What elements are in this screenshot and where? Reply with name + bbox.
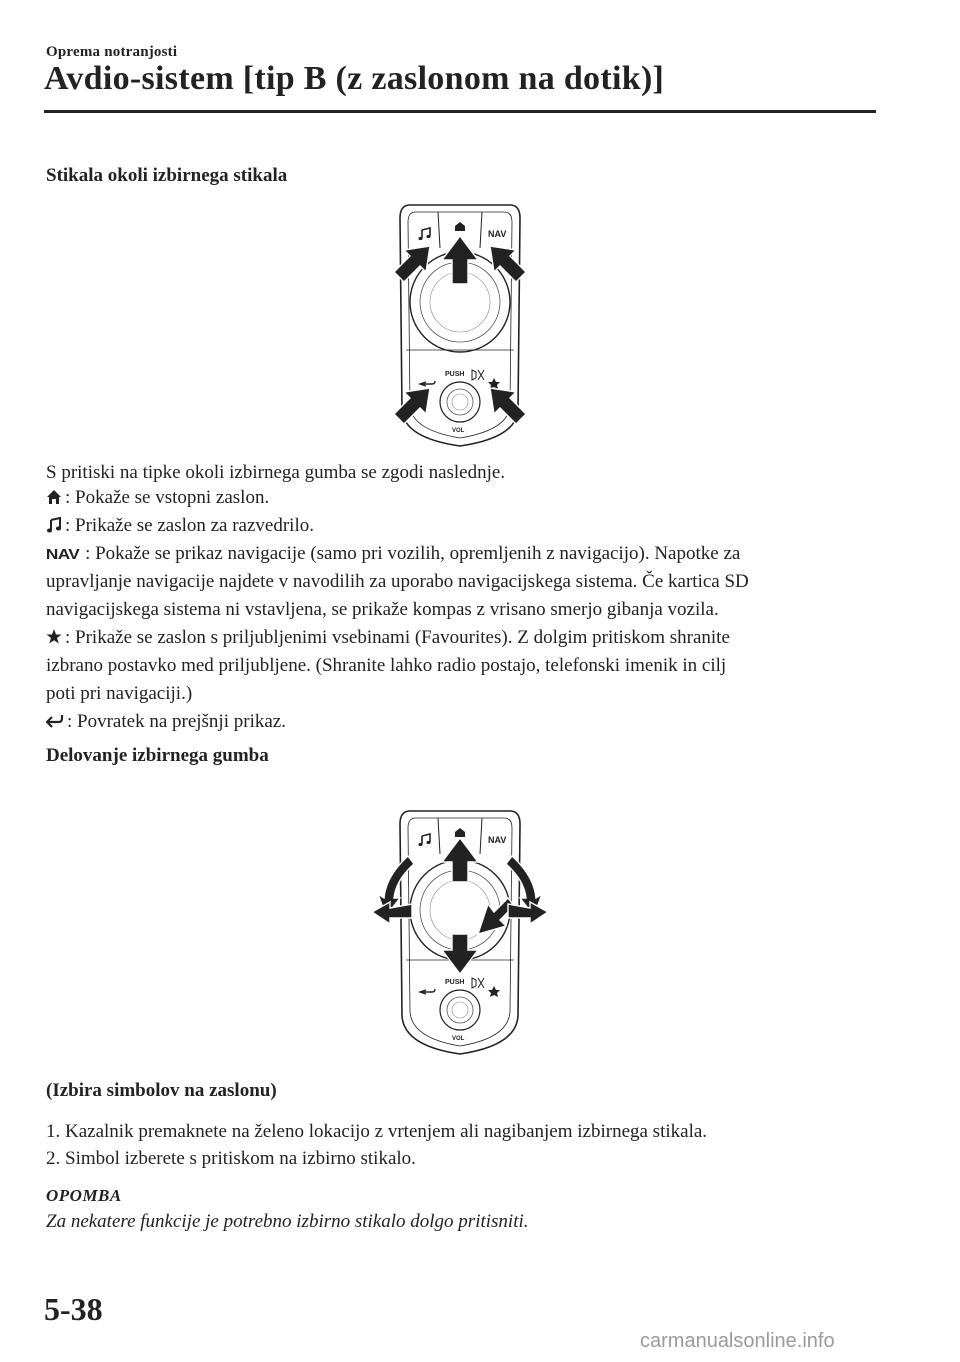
back-arrow-icon xyxy=(46,712,64,730)
legend-item-nav-line3: navigacijskega sistema ni vstavljena, se prikaže kompas z vrisano smerjo gibanja vozila. xyxy=(46,599,719,620)
step-1: 1. Kazalnik premaknete na želeno lokacijo z vrtenjem ali nagibanjem izbirnega stikala. xyxy=(46,1121,708,1142)
commander-switch-figure-operation xyxy=(368,806,552,1060)
legend-item-back: : Povratek na prejšnji prikaz. xyxy=(46,711,286,733)
section-heading-knob: Delovanje izbirnega gumba xyxy=(46,745,269,766)
legend-item-nav: NAV : Pokaže se prikaz navigacije (samo pri vozilih, opremljenih z navigacijo). Napotke za xyxy=(45,543,741,564)
music-note-icon xyxy=(46,516,62,534)
legend-item-nav-line2: upravljanje navigacije najdete v navodilih za uporabo navigacijskega sistema. Če kartica SD xyxy=(46,571,749,592)
vol-label: VOL xyxy=(452,1036,465,1042)
commander-switch-figure-press xyxy=(380,200,540,450)
section-label: Oprema notranjosti xyxy=(46,44,178,60)
title-divider xyxy=(44,110,876,113)
legend-item-star-line3: poti pri navigaciji.) xyxy=(46,683,193,704)
step-2: 2. Simbol izberete s pritiskom na izbirno stikalo. xyxy=(46,1148,416,1169)
legend-item-star: : Prikaže se zaslon s priljubljenimi vsebinami (Favourites). Z dolgim pritiskom shranite xyxy=(46,627,730,649)
subheading-symbol-selection: (Izbira simbolov na zaslonu) xyxy=(46,1080,277,1101)
note-heading: OPOMBA xyxy=(46,1186,122,1205)
push-label: PUSH xyxy=(445,979,465,986)
watermark: carmanualsonline.info xyxy=(640,1330,835,1352)
legend-item-home: : Pokaže se vstopni zaslon. xyxy=(46,487,269,509)
nav-label: NAV xyxy=(488,229,507,239)
intro-text: S pritiski na tipke okoli izbirnega gumba se zgodi naslednje. xyxy=(46,462,506,483)
star-icon xyxy=(46,628,62,646)
push-label: PUSH xyxy=(445,371,465,378)
note-text: Za nekatere funkcije je potrebno izbirno stikalo dolgo pritisniti. xyxy=(46,1211,529,1232)
nav-icon: NAV xyxy=(45,546,80,563)
legend-item-star-line2: izbrano postavko med priljubljene. (Shranite lahko radio postajo, telefonski imenik in cilj xyxy=(46,655,727,676)
page-number: 5-38 xyxy=(44,1291,103,1327)
page-title: Avdio-sistem [tip B (z zaslonom na dotik)] xyxy=(44,60,665,97)
section-heading-switches: Stikala okoli izbirnega stikala xyxy=(46,165,288,186)
home-icon xyxy=(46,488,62,506)
nav-label: NAV xyxy=(488,835,507,845)
vol-label: VOL xyxy=(452,428,465,434)
legend-item-music: : Prikaže se zaslon za razvedrilo. xyxy=(46,515,314,537)
